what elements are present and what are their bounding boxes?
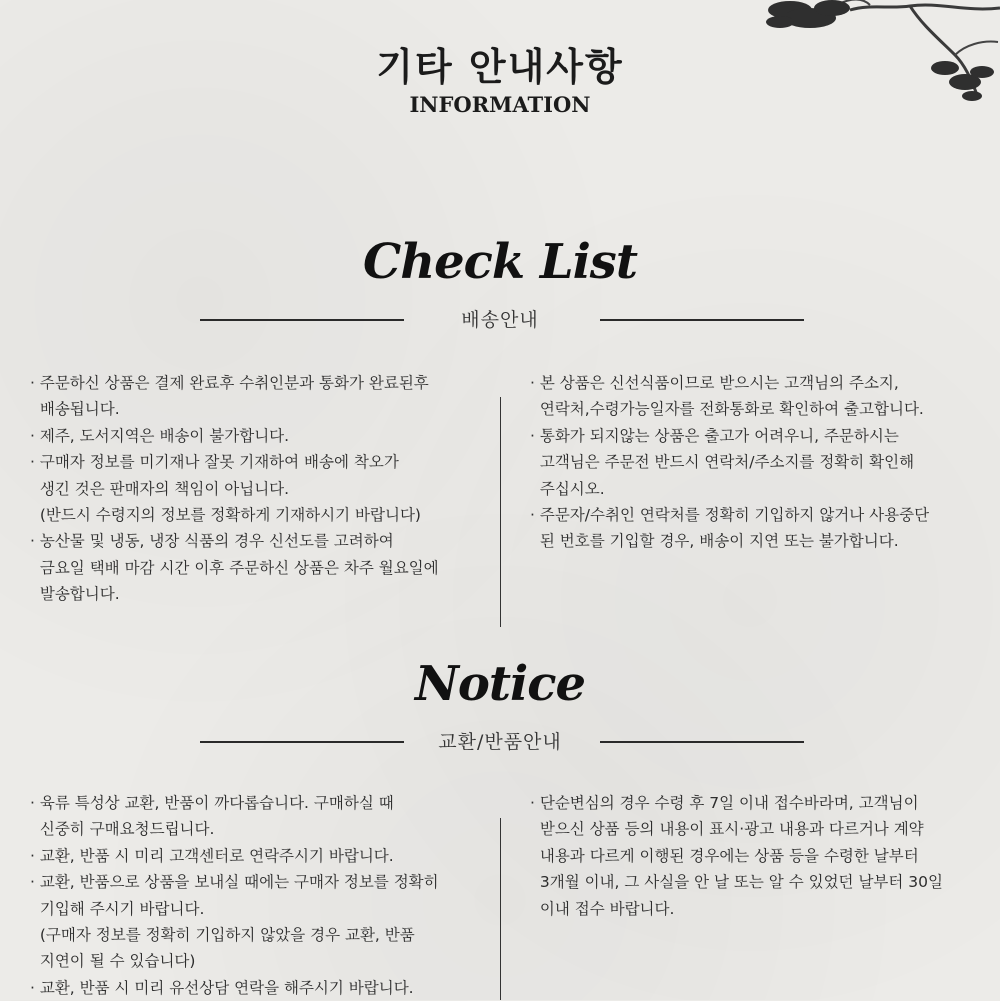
checklist-left-line: 금요일 택배 마감 시간 이후 주문하신 상품은 차주 월요일에 <box>30 558 439 577</box>
notice-label: 교환/반품안내 <box>438 731 562 753</box>
checklist-right-line: 고객님은 주문전 반드시 연락처/주소지를 정확히 확인해 <box>530 453 915 472</box>
checklist-right-line: 주십시오. <box>530 479 605 498</box>
checklist-right-column <box>530 370 929 555</box>
checklist-right-line: 연락처,수령가능일자를 전화통화로 확인하여 출고합니다. <box>530 400 924 419</box>
notice-title: Notice <box>414 656 586 712</box>
checklist-left-line: 배송됩니다. <box>30 400 120 419</box>
divider-line-right <box>600 319 804 321</box>
notice-left-line: · 육류 특성상 교환, 반품이 까다롭습니다. 구매하실 때 <box>30 794 394 812</box>
notice-right-line: 내용과 다르게 이행된 경우에는 상품 등을 수령한 날부터 <box>530 846 919 865</box>
notice-right-line: 받으신 상품 등의 내용이 표시·광고 내용과 다르거나 계약 <box>530 820 924 839</box>
checklist-right-line: · 통화가 되지않는 상품은 출고가 어려우니, 주문하시는 <box>530 426 899 445</box>
checklist-column-divider <box>500 397 501 627</box>
notice-left-line: 신중히 구매요청드립니다. <box>30 820 215 839</box>
checklist-title: Check List <box>362 234 637 290</box>
notice-divider <box>0 727 1000 757</box>
notice-left-line: · 교환, 반품 시 미리 고객센터로 연락주시기 바랍니다. <box>30 846 394 865</box>
checklist-left-line: · 구매자 정보를 미기재나 잘못 기재하여 배송에 착오가 <box>30 453 399 472</box>
notice-left-line: 기입해 주시기 바랍니다. <box>30 899 205 918</box>
checklist-left-line: (반드시 수령지의 정보를 정확하게 기재하시기 바랍니다) <box>30 506 421 525</box>
checklist-right-line: 된 번호를 기입할 경우, 배송이 지연 또는 불가합니다. <box>530 532 899 551</box>
notice-right-line: 3개월 이내, 그 사실을 안 날 또는 알 수 있었던 날부터 30일 <box>530 873 943 892</box>
notice-left-line: · 교환, 반품으로 상품을 보내실 때에는 구매자 정보를 정확히 <box>30 873 439 892</box>
checklist-left-column <box>30 370 439 608</box>
notice-left-line: (구매자 정보를 정확히 기입하지 않았을 경우 교환, 반품 <box>30 926 415 945</box>
checklist-divider <box>0 305 1000 335</box>
checklist-left-line: 생긴 것은 판매자의 책임이 아닙니다. <box>30 479 290 498</box>
page-subtitle: INFORMATION <box>409 92 591 117</box>
checklist-left-line: 발송합니다. <box>30 585 120 604</box>
notice-right-line: · 단순변심의 경우 수령 후 7일 이내 접수바라며, 고객님이 <box>530 794 919 812</box>
checklist-right-line: · 주문자/수취인 연락처를 정확히 기입하지 않거나 사용중단 <box>530 506 930 525</box>
checklist-label: 배송안내 <box>461 309 539 331</box>
checklist-left-line: · 주문하신 상품은 결제 완료후 수취인분과 통화가 완료된후 <box>30 374 429 392</box>
notice-left-line: 지연이 될 수 있습니다) <box>30 952 196 971</box>
notice-right-column <box>530 790 943 922</box>
divider-line-right <box>600 741 804 743</box>
notice-left-column <box>30 790 439 1001</box>
notice-right-line: 이내 접수 바랍니다. <box>530 899 675 918</box>
page-title: 기타 안내사항 <box>376 45 624 89</box>
checklist-left-line: · 제주, 도서지역은 배송이 불가합니다. <box>30 426 290 445</box>
checklist-right-line: · 본 상품은 신선식품이므로 받으시는 고객님의 주소지, <box>530 374 899 392</box>
checklist-left-line: · 농산물 및 냉동, 냉장 식품의 경우 신선도를 고려하여 <box>30 532 394 551</box>
notice-column-divider <box>500 818 501 1000</box>
notice-left-line: · 교환, 반품 시 미리 유선상담 연락을 해주시기 바랍니다. <box>30 978 414 997</box>
